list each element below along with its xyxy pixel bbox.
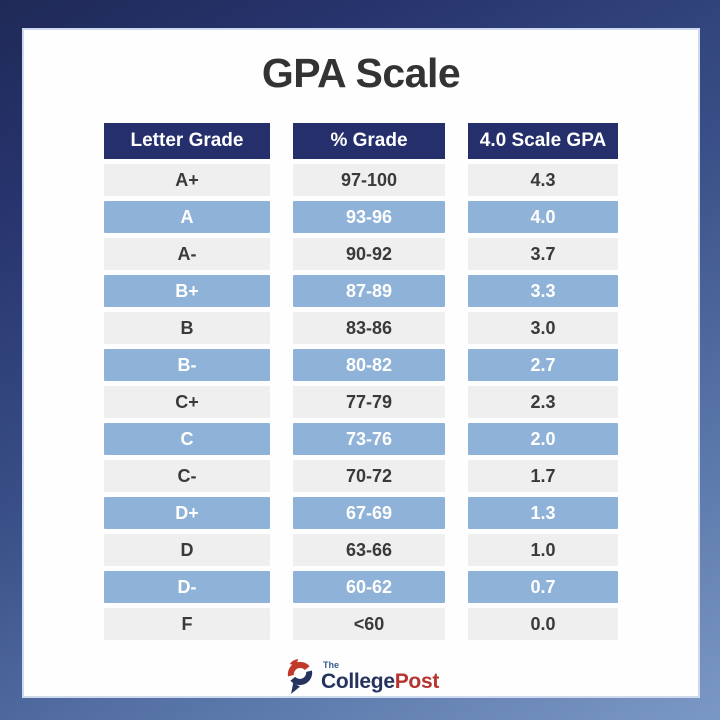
- cell-percent-grade: 83-86: [293, 312, 445, 344]
- cell-scale-gpa: 4.3: [468, 164, 618, 196]
- cell-scale-gpa: 0.0: [468, 608, 618, 640]
- cell-percent-grade: 90-92: [293, 238, 445, 270]
- cell-scale-gpa: 4.0: [468, 201, 618, 233]
- cell-scale-gpa: 1.3: [468, 497, 618, 529]
- cell-letter-grade: B-: [104, 349, 270, 381]
- cell-letter-grade: A: [104, 201, 270, 233]
- cell-percent-grade: 60-62: [293, 571, 445, 603]
- cell-percent-grade: 63-66: [293, 534, 445, 566]
- page-title: GPA Scale: [261, 50, 461, 96]
- content-panel: [22, 28, 700, 698]
- column-header-letter-grade: Letter Grade: [104, 123, 270, 159]
- cell-percent-grade: 67-69: [293, 497, 445, 529]
- gpa-table: [104, 123, 618, 640]
- cell-scale-gpa: 3.0: [468, 312, 618, 344]
- collegepost-logo: [24, 656, 698, 696]
- cell-letter-grade: D-: [104, 571, 270, 603]
- collegepost-logo-icon: [283, 656, 317, 696]
- cell-scale-gpa: 2.0: [468, 423, 618, 455]
- column-header-percent-grade: % Grade: [293, 123, 445, 159]
- cell-percent-grade: 87-89: [293, 275, 445, 307]
- cell-letter-grade: A+: [104, 164, 270, 196]
- logo-the-label: The: [322, 659, 339, 670]
- cell-letter-grade: D+: [104, 497, 270, 529]
- collegepost-logo-text: [321, 661, 439, 692]
- cell-letter-grade: A-: [104, 238, 270, 270]
- logo-college-label: College: [320, 669, 395, 693]
- cell-percent-grade: 93-96: [293, 201, 445, 233]
- cell-letter-grade: D: [104, 534, 270, 566]
- cell-percent-grade: 97-100: [293, 164, 445, 196]
- cell-scale-gpa: 1.0: [468, 534, 618, 566]
- logo-post-label: Post: [394, 669, 440, 693]
- cell-letter-grade: F: [104, 608, 270, 640]
- cell-percent-grade: 70-72: [293, 460, 445, 492]
- logo-wordmark: [321, 671, 439, 692]
- cell-scale-gpa: 0.7: [468, 571, 618, 603]
- cell-percent-grade: 80-82: [293, 349, 445, 381]
- cell-percent-grade: 73-76: [293, 423, 445, 455]
- cell-scale-gpa: 2.7: [468, 349, 618, 381]
- cell-percent-grade: 77-79: [293, 386, 445, 418]
- cell-letter-grade: B+: [104, 275, 270, 307]
- column-header-scale-gpa: 4.0 Scale GPA: [468, 123, 618, 159]
- cell-letter-grade: C+: [104, 386, 270, 418]
- cell-letter-grade: B: [104, 312, 270, 344]
- cell-scale-gpa: 3.3: [468, 275, 618, 307]
- cell-scale-gpa: 3.7: [468, 238, 618, 270]
- cell-scale-gpa: 2.3: [468, 386, 618, 418]
- cell-percent-grade: <60: [293, 608, 445, 640]
- cell-letter-grade: C-: [104, 460, 270, 492]
- cell-letter-grade: C: [104, 423, 270, 455]
- cell-scale-gpa: 1.7: [468, 460, 618, 492]
